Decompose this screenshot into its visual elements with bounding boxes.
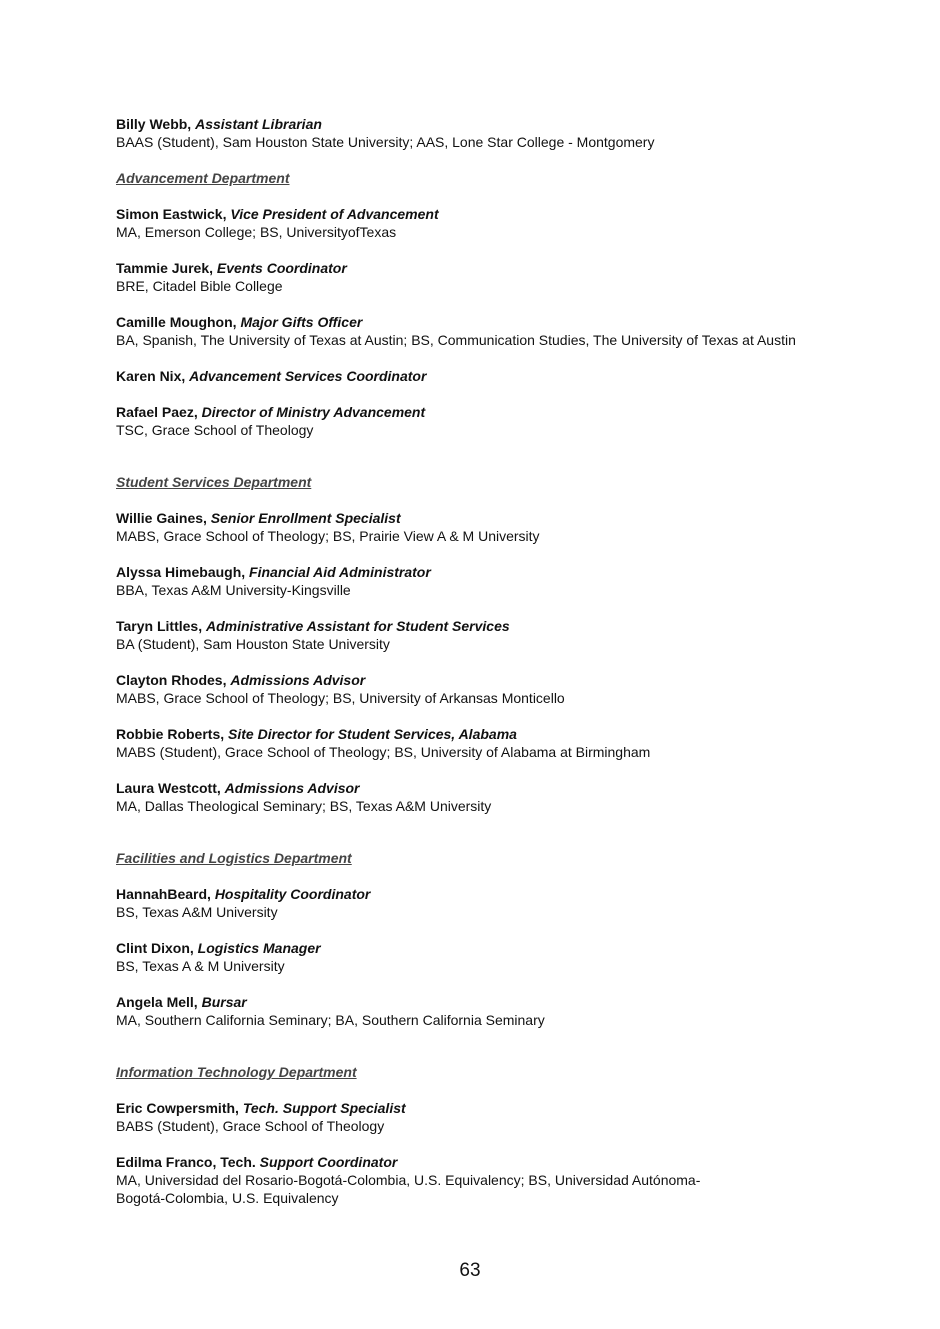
staff-credentials: BAAS (Student), Sam Houston State University; AAS, Lone Star College - Montgomery [116, 134, 655, 150]
staff-name: Alyssa Himebaugh, [116, 564, 246, 580]
staff-name: Robbie Roberts, [116, 726, 225, 742]
staff-credentials: MA, Southern California Seminary; BA, Southern California Seminary [116, 1012, 545, 1028]
staff-credentials: MABS, Grace School of Theology; BS, Prairie View A & M University [116, 528, 540, 544]
staff-entry [116, 313, 906, 349]
staff-entry [116, 1099, 906, 1135]
department-heading: Facilities and Logistics Department [116, 850, 352, 866]
department-section [116, 473, 906, 815]
staff-entry [116, 617, 906, 653]
staff-entry [116, 115, 906, 151]
staff-credentials: MABS, Grace School of Theology; BS, University of Arkansas Monticello [116, 690, 565, 706]
staff-entry [116, 403, 906, 439]
staff-name: Karen Nix, [116, 368, 186, 384]
staff-name: HannahBeard, [116, 886, 211, 902]
staff-entry [116, 509, 906, 545]
staff-name: Tammie Jurek, [116, 260, 214, 276]
staff-entry [116, 725, 906, 761]
section-spacer [116, 457, 906, 473]
staff-name: Clint Dixon, [116, 940, 194, 956]
staff-name: Taryn Littles, [116, 618, 203, 634]
staff-entry [116, 993, 906, 1029]
staff-credentials: BS, Texas A & M University [116, 958, 285, 974]
department-heading: Student Services Department [116, 474, 312, 490]
department-section [116, 849, 906, 1029]
staff-title: Senior Enrollment Specialist [210, 510, 401, 526]
staff-title: Administrative Assistant for Student Services [205, 618, 510, 634]
staff-title: Tech. Support Specialist [242, 1100, 406, 1116]
staff-title: Admissions Advisor [230, 672, 366, 688]
staff-credentials: BRE, Citadel Bible College [116, 278, 283, 294]
staff-credentials: BABS (Student), Grace School of Theology [116, 1118, 385, 1134]
staff-entry [116, 563, 906, 599]
staff-title: Events Coordinator [216, 260, 347, 276]
staff-entry [116, 1153, 906, 1207]
staff-credentials: MA, Dallas Theological Seminary; BS, Texas A&M University [116, 798, 492, 814]
staff-name: Edilma Franco, Tech. [116, 1154, 256, 1170]
staff-title: Support Coordinator [259, 1154, 398, 1170]
staff-title: Major Gifts Officer [240, 314, 363, 330]
staff-name: Billy Webb, [116, 116, 192, 132]
staff-credentials: MA, Emerson College; BS, UniversityofTexas [116, 224, 397, 240]
staff-name: Camille Moughon, [116, 314, 237, 330]
staff-title: Advancement Services Coordinator [189, 368, 427, 384]
staff-credentials: TSC, Grace School of Theology [116, 422, 314, 438]
staff-title: Assistant Librarian [195, 116, 322, 132]
staff-credentials: BA, Spanish, The University of Texas at Austin; BS, Communication Studies, The University of Texas at Austin [116, 332, 796, 348]
staff-name: Rafael Paez, [116, 404, 198, 420]
staff-title: Bursar [201, 994, 247, 1010]
staff-entry [116, 885, 906, 921]
staff-credentials: BS, Texas A&M University [116, 904, 278, 920]
section-spacer [116, 833, 906, 849]
staff-entry [116, 367, 906, 385]
staff-entry [116, 259, 906, 295]
staff-title: Financial Aid Administrator [249, 564, 431, 580]
section-spacer [116, 1047, 906, 1063]
page-number: 63 [459, 1260, 481, 1281]
department-section [116, 1063, 906, 1207]
department-heading: Advancement Department [116, 170, 290, 186]
staff-title: Admissions Advisor [224, 780, 360, 796]
department-section [116, 115, 906, 151]
staff-title: Vice President of Advancement [230, 206, 439, 222]
staff-entry [116, 779, 906, 815]
staff-name: Eric Cowpersmith, [116, 1100, 239, 1116]
staff-credentials: MA, Universidad del Rosario-Bogotá-Colombia, U.S. Equivalency; BS, Universidad Autónoma- Bogotá-Colombia, U.S. Equivalency [116, 1172, 701, 1206]
department-section [116, 169, 906, 439]
staff-title: Director of Ministry Advancement [201, 404, 426, 420]
staff-name: Laura Westcott, [116, 780, 221, 796]
staff-name: Clayton Rhodes, [116, 672, 227, 688]
staff-name: Angela Mell, [116, 994, 198, 1010]
staff-title: Logistics Manager [197, 940, 321, 956]
staff-credentials: BBA, Texas A&M University-Kingsville [116, 582, 351, 598]
staff-name: Simon Eastwick, [116, 206, 227, 222]
staff-title: Site Director for Student Services, Alabama [228, 726, 517, 742]
staff-entry [116, 671, 906, 707]
staff-entry [116, 939, 906, 975]
staff-title: Hospitality Coordinator [214, 886, 371, 902]
staff-name: Willie Gaines, [116, 510, 207, 526]
department-heading: Information Technology Department [116, 1064, 357, 1080]
staff-credentials: BA (Student), Sam Houston State University [116, 636, 390, 652]
staff-credentials: MABS (Student), Grace School of Theology; BS, University of Alabama at Birmingham [116, 744, 651, 760]
staff-entry [116, 205, 906, 241]
staff-directory [116, 115, 906, 1225]
